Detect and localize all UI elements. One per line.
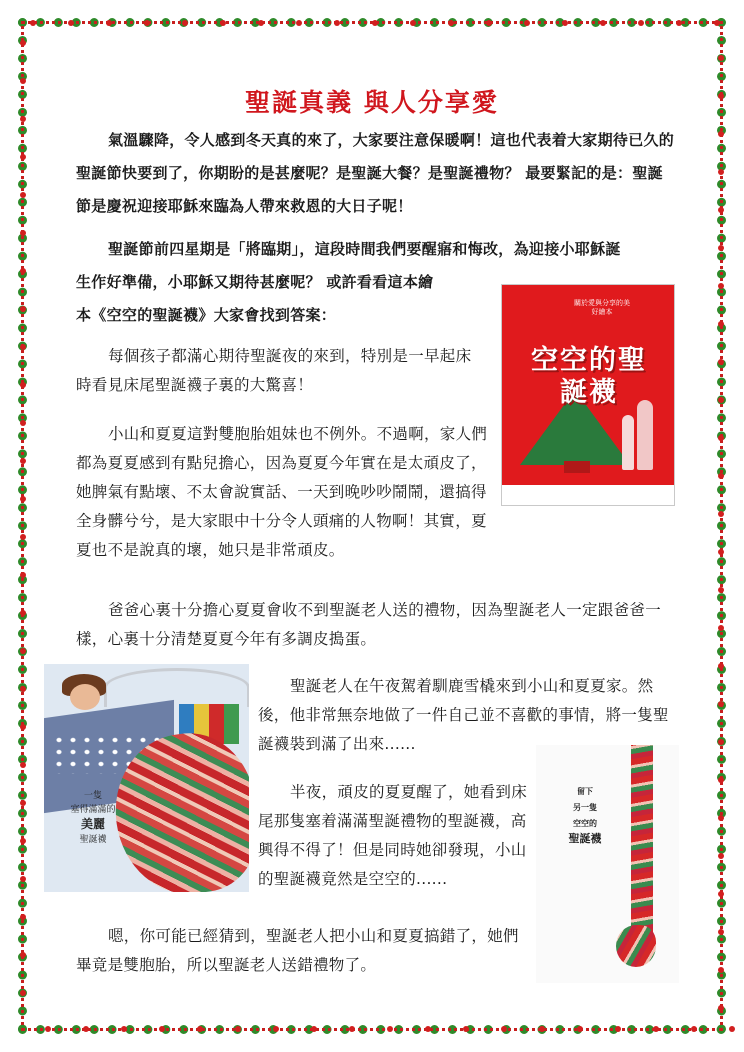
holly-berry: [448, 20, 454, 26]
paragraph-father: 爸爸心裏十分擔心夏夏會收不到聖誕老人送的禮物，因為聖誕老人一定跟爸爸一樣，心裏十分清楚夏夏今年有多調皮搗蛋。: [76, 601, 662, 648]
holly-berry: [718, 245, 724, 251]
holly-berry: [159, 1026, 165, 1032]
sleep-caption: 一隻 塞得滿滿的 美麗 聖誕襪: [70, 791, 116, 845]
holly-berry: [30, 20, 36, 26]
girl-figure: [637, 400, 653, 470]
holly-berry: [718, 967, 724, 973]
holly-berry: [718, 777, 724, 783]
paragraph-twins: 小山和夏夏這對雙胞胎姐妹也不例外。不過啊，家人們都為夏夏感到有點兒擔心，因為夏夏今年實在是太頑皮了，她脾氣有點壞、不太會說實話、一天到晚吵吵鬧鬧，還搞得全身髒兮兮，是大家眼中十分令人頭痛的人物啊！其實，夏夏也不是說真的壞，她只是非常頑皮。: [76, 425, 488, 559]
holly-berry: [20, 154, 26, 160]
holly-berry: [334, 20, 340, 26]
holly-berry: [463, 1026, 469, 1032]
paragraph-advent-line2: 生作好準備，小耶穌又期待甚麼呢？ 或許看看這本繪: [76, 273, 434, 291]
holly-berry: [718, 853, 724, 859]
sleeping-illustration: [44, 664, 249, 892]
holly-berry: [20, 876, 26, 882]
holly-berry: [718, 625, 724, 631]
holly-berry: [273, 1026, 279, 1032]
holly-berry: [20, 40, 26, 46]
holly-berry: [714, 20, 720, 26]
stocking-caption: 留下 另一隻 空空的 聖誕襪: [568, 786, 602, 845]
cover-tagline: 關於愛與分享的美好繪本: [574, 299, 630, 316]
paragraph-mistake: 嗯，你可能已經猜到，聖誕老人把小山和夏夏搞錯了，她們畢竟是雙胞胎，所以聖誕老人送錯禮物了。: [76, 927, 519, 974]
holly-berry: [296, 20, 302, 26]
holly-berry: [718, 207, 724, 213]
book-cover-image: [502, 285, 674, 505]
holly-berry: [349, 1026, 355, 1032]
holly-berry: [20, 762, 26, 768]
holly-berry: [235, 1026, 241, 1032]
cover-title: 空空的聖誕襪: [531, 345, 647, 408]
holly-berry: [20, 990, 26, 996]
holly-berry: [718, 739, 724, 745]
holly-berry: [486, 20, 492, 26]
holly-berry: [258, 20, 264, 26]
empty-stocking-image: [536, 745, 679, 983]
holly-berry: [121, 1026, 127, 1032]
holly-berry: [577, 1026, 583, 1032]
holly-berry: [718, 587, 724, 593]
paragraph-expectation: 每個孩子都滿心期待聖誕夜的來到，特別是一早起床時看見床尾聖誕襪子裏的大驚喜！: [76, 347, 472, 394]
holly-berry: [718, 929, 724, 935]
holly-berry: [718, 55, 724, 61]
child-head: [70, 684, 100, 710]
holly-berry: [410, 20, 416, 26]
holly-berry: [83, 1026, 89, 1032]
holly-berry: [718, 435, 724, 441]
tree-pot: [564, 461, 590, 473]
holly-berry: [562, 20, 568, 26]
holly-berry: [718, 283, 724, 289]
holly-berry: [718, 131, 724, 137]
holly-berry: [68, 20, 74, 26]
holly-berry: [20, 952, 26, 958]
holly-berry: [20, 534, 26, 540]
holly-berry: [20, 78, 26, 84]
holly-berry: [425, 1026, 431, 1032]
page-title: 聖誕真義 與人分享愛: [245, 87, 499, 117]
holly-berry: [20, 458, 26, 464]
holly-berry: [20, 192, 26, 198]
holly-berry: [387, 1026, 393, 1032]
holly-berry: [691, 1026, 697, 1032]
bed-frame: [104, 668, 249, 707]
holly-berry: [20, 382, 26, 388]
holly-berry: [311, 1026, 317, 1032]
holly-berry: [20, 724, 26, 730]
holly-berry: [501, 1026, 507, 1032]
holly-berry: [539, 1026, 545, 1032]
holly-berry: [638, 20, 644, 26]
holly-berry: [20, 116, 26, 122]
stocking-leg: [631, 745, 653, 945]
paragraph-advent-line3: 本《空空的聖誕襪》大家會找到答案：: [76, 306, 337, 324]
holly-berry: [20, 268, 26, 274]
holly-berry: [653, 1026, 659, 1032]
holly-berry: [20, 420, 26, 426]
paragraph-intro: 氣溫驟降，令人感到冬天真的來了，大家要注意保暖啊！這也代表着大家期待已久的聖誕節快要到了，你期盼的是甚麼呢？是聖誕大餐？是聖誕禮物？ 最要緊記的是：聖誕節是慶祝迎接耶穌來臨為人帶來救恩的大日子呢！: [76, 131, 675, 215]
paragraph-midnight: 半夜，頑皮的夏夏醒了，她看到床尾那隻塞着滿滿聖誕禮物的聖誕襪，高興得不得了！但是同時她卻發現，小山的聖誕襪竟然是空空的......: [258, 783, 528, 888]
holly-berry: [718, 511, 724, 517]
holly-berry: [718, 1005, 724, 1011]
paragraph-advent-line1: 聖誕節前四星期是「將臨期」，這段時間我們要醒寤和悔改，為迎接小耶穌誕: [108, 240, 621, 258]
holly-berry: [106, 20, 112, 26]
holly-berry: [718, 473, 724, 479]
holly-berry: [182, 20, 188, 26]
holly-berry: [20, 496, 26, 502]
holly-berry: [20, 230, 26, 236]
holly-berry: [718, 549, 724, 555]
cover-footer: [502, 485, 674, 505]
holly-berry: [718, 169, 724, 175]
holly-berry: [20, 572, 26, 578]
holly-berry: [718, 891, 724, 897]
holly-berry: [718, 93, 724, 99]
holly-berry: [20, 306, 26, 312]
holly-berry: [600, 20, 606, 26]
holly-berry: [144, 20, 150, 26]
holly-berry: [718, 359, 724, 365]
girl-figure-small: [622, 415, 634, 470]
holly-berry: [718, 663, 724, 669]
paragraph-santa: 聖誕老人在午夜駕着馴鹿雪橇來到小山和夏夏家。然後，他非常無奈地做了一件自己並不喜歡的事情，將一隻聖誕襪裝到滿了出來......: [258, 677, 669, 753]
holly-berry: [220, 20, 226, 26]
holly-berry: [729, 1026, 735, 1032]
stocking-foot: [616, 925, 656, 967]
holly-berry: [20, 838, 26, 844]
holly-berry: [718, 701, 724, 707]
holly-berry: [718, 815, 724, 821]
holly-berry: [615, 1026, 621, 1032]
holly-berry: [20, 914, 26, 920]
holly-berry: [197, 1026, 203, 1032]
holly-berry: [676, 20, 682, 26]
holly-berry: [20, 344, 26, 350]
holly-berry: [20, 686, 26, 692]
holly-berry: [372, 20, 378, 26]
holly-berry: [718, 397, 724, 403]
holly-berry: [20, 648, 26, 654]
holly-berry: [20, 610, 26, 616]
holly-berry: [45, 1026, 51, 1032]
holly-berry: [718, 321, 724, 327]
holly-berry: [20, 800, 26, 806]
holly-berry: [524, 20, 530, 26]
